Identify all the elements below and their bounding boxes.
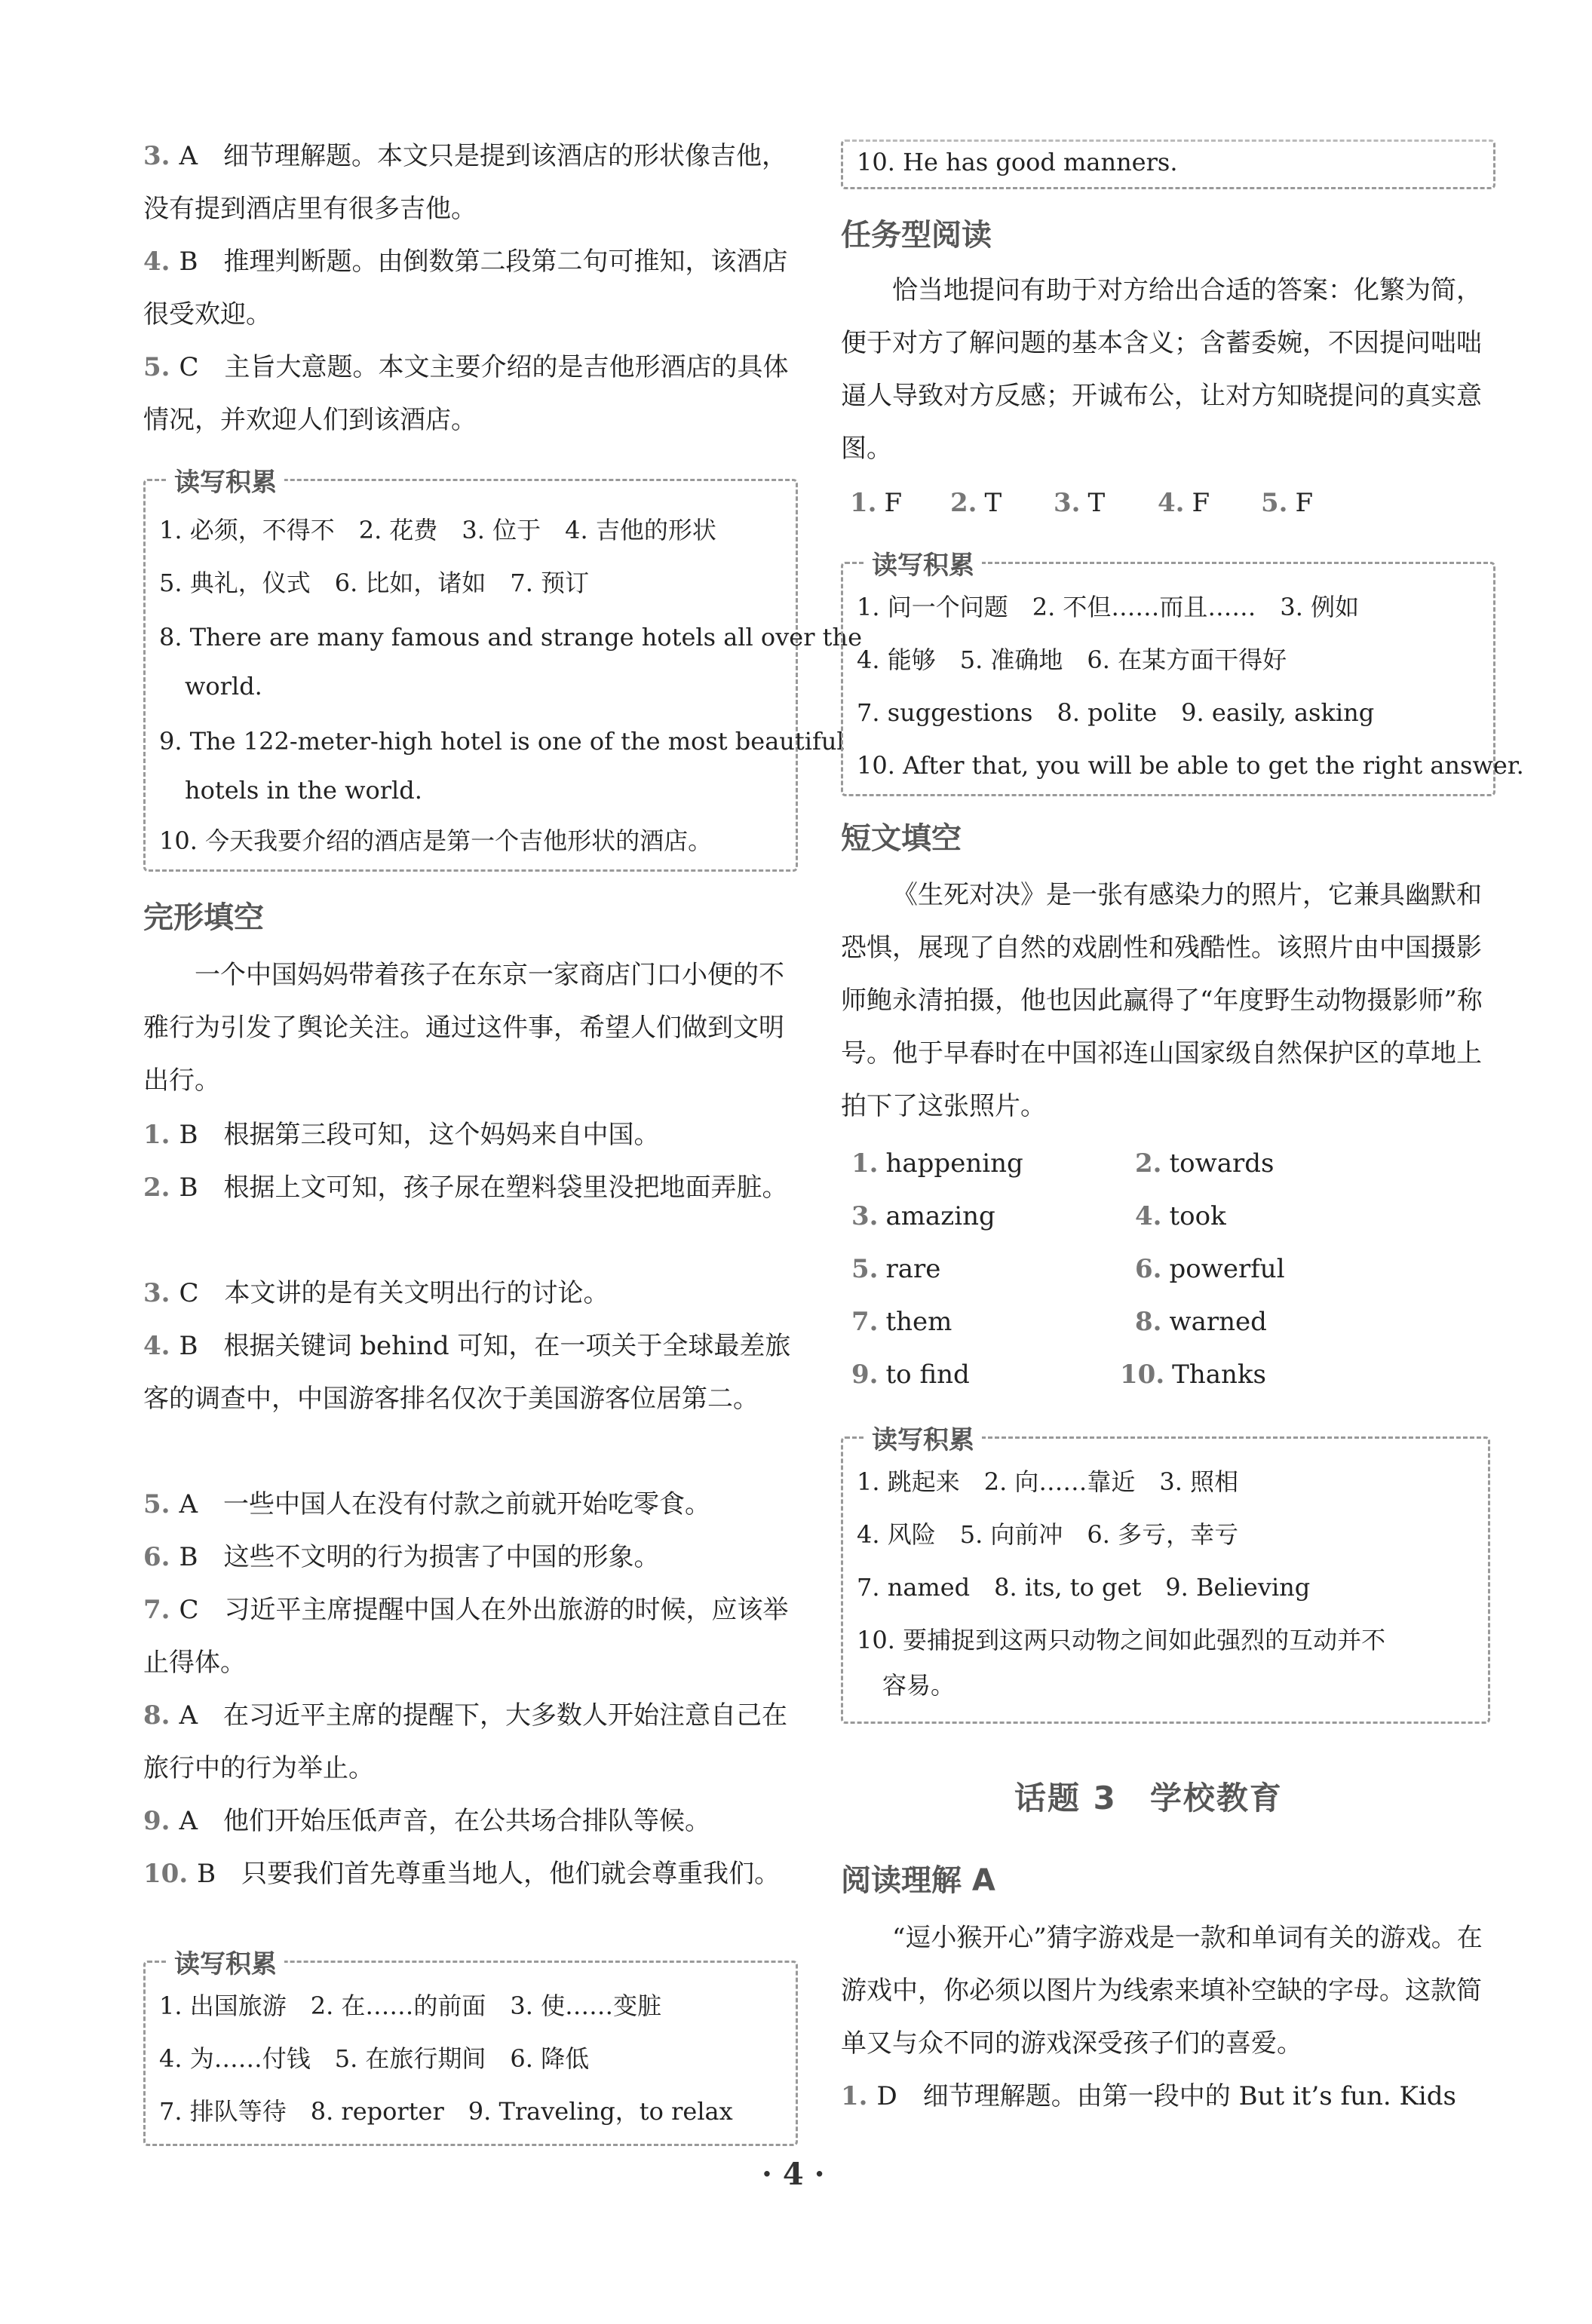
page-number: · 4 · xyxy=(762,2157,825,2192)
answer-item: 7. C 习近平主席提醒中国人在外出旅游的时候，应该举止得体。 xyxy=(143,1595,789,1678)
answer-item: 2. towards xyxy=(1135,1148,1275,1179)
box-line: 7. suggestions 8. polite 9. easily, asking xyxy=(857,698,1375,727)
box-line: 7. named 8. its, to get 9. Believing xyxy=(857,1573,1311,1602)
box-line: 4. 为……付钱 5. 在旅行期间 6. 降低 xyxy=(159,2044,590,2073)
box-line: 8. There are many famous and strange hotels all over the xyxy=(159,623,863,652)
answer-item: 9. to find xyxy=(851,1360,970,1390)
box-line: 1. 跳起来 2. 向……靠近 3. 照相 xyxy=(857,1467,1239,1496)
box-line: 10. After that, you will be able to get the right answer. xyxy=(857,751,1524,780)
section-heading: 阅读理解 A xyxy=(841,1863,995,1898)
box-line: 9. The 122-meter-high hotel is one of the most beautiful xyxy=(159,727,845,756)
answer-item: 8. warned xyxy=(1135,1307,1267,1337)
box-line: 1. 出国旅游 2. 在……的前面 3. 使……变脏 xyxy=(159,1991,662,2020)
answer-item: 5. F xyxy=(1261,488,1314,518)
box-line: 5. 典礼，仪式 6. 比如，诸如 7. 预订 xyxy=(159,569,590,597)
section-intro: “逗小猴开心”猜字游戏是一款和单词有关的游戏。在游戏中，你必须以图片为线索来填补空缺的字母。这款简单又与众不同的游戏深受孩子们的喜爱。 xyxy=(841,1923,1483,2059)
answer-item: 1. F xyxy=(850,488,903,518)
section-intro: 一个中国妈妈带着孩子在东京一家商店门口小便的不雅行为引发了舆论关注。通过这件事，希望人们做到文明出行。 xyxy=(143,960,784,1096)
accumulation-box xyxy=(841,1425,1490,1724)
box-line: 10. 今天我要介绍的酒店是第一个吉他形状的酒店。 xyxy=(159,826,713,855)
section-heading: 任务型阅读 xyxy=(841,218,992,253)
answer-item: 6. B 这些不文明的行为损害了中国的形象。 xyxy=(143,1542,660,1572)
box-title: 读写积累 xyxy=(864,1419,982,1456)
box-line: 4. 能够 5. 准确地 6. 在某方面干得好 xyxy=(857,645,1287,674)
section-intro: 《生死对决》是一张有感染力的照片，它兼具幽默和恐惧，展现了自然的戏剧性和残酷性。该照片由中国摄影师鲍永清拍摄，他也因此赢得了“年度野生动物摄影师”称号。他于早春时在中国祁连山国家级自然保护区的草地上拍下了这张照片。 xyxy=(841,880,1483,1121)
box-line: 4. 风险 5. 向前冲 6. 多亏，幸亏 xyxy=(857,1520,1239,1549)
box-line: 容易。 xyxy=(882,1671,956,1700)
box-line: 1. 必须，不得不 2. 花费 3. 位于 4. 吉他的形状 xyxy=(159,516,716,544)
box-title: 读写积累 xyxy=(167,1943,284,1980)
box-line: hotels in the world. xyxy=(185,776,422,805)
accumulation-box xyxy=(143,1949,798,2146)
answer-item: 4. B 推理判断题。由倒数第二段第二句可推知，该酒店很受欢迎。 xyxy=(143,247,788,330)
box-line: 10. 要捕捉到这两只动物之间如此强烈的互动并不 xyxy=(857,1626,1386,1654)
answer-item: 4. took xyxy=(1135,1201,1226,1231)
box-line: 1. 问一个问题 2. 不但……而且…… 3. 例如 xyxy=(857,593,1360,621)
accumulation-box xyxy=(143,468,863,872)
answer-item: 9. A 他们开始压低声音，在公共场合排队等候。 xyxy=(143,1806,711,1836)
accumulation-box xyxy=(841,550,1524,796)
answer-item: 3. amazing xyxy=(851,1201,995,1231)
answer-item: 10. B 只要我们首先尊重当地人，他们就会尊重我们。 xyxy=(143,1859,781,1889)
answer-item: 3. C 本文讲的是有关文明出行的讨论。 xyxy=(143,1278,609,1308)
box-title: 读写积累 xyxy=(864,544,982,581)
answer-item: 5. A 一些中国人在没有付款之前就开始吃零食。 xyxy=(143,1489,711,1519)
answer-item: 3. A 细节理解题。本文只是提到该酒店的形状像吉他，没有提到酒店里有很多吉他。 xyxy=(143,141,788,224)
answer-item: 3. T xyxy=(1054,488,1106,518)
box-title: 读写积累 xyxy=(167,461,284,498)
answer-item: 5. C 主旨大意题。本文主要介绍的是吉他形酒店的具体情况，并欢迎人们到该酒店。 xyxy=(143,352,789,435)
answer-item: 1. D 细节理解题。由第一段中的 But it’s fun. Kids xyxy=(841,2081,1457,2111)
answer-item: 2. T xyxy=(950,488,1002,518)
answer-item: 10. Thanks xyxy=(1120,1360,1266,1390)
answer-item: 1. happening xyxy=(851,1148,1023,1179)
topic-title: 话题 3 学校教育 xyxy=(1014,1780,1283,1817)
box-line: world. xyxy=(185,672,262,701)
box-line: 10. He has good manners. xyxy=(857,148,1178,176)
answer-item: 4. F xyxy=(1158,488,1210,518)
answer-item: 1. B 根据第三段可知，这个妈妈来自中国。 xyxy=(143,1120,660,1150)
answer-item: 2. B 根据上文可知，孩子尿在塑料袋里没把地面弄脏。 xyxy=(143,1173,788,1203)
answer-item: 5. rare xyxy=(851,1254,941,1284)
section-intro: 恰当地提问有助于对方给出合适的答案：化繁为简，便于对方了解问题的基本含义；含蓄委婉，不因提问咄咄逼人导致对方反感；开诚布公，让对方知晓提问的真实意图。 xyxy=(841,275,1482,464)
answer-item: 6. powerful xyxy=(1135,1254,1285,1284)
box-line: 7. 排队等待 8. reporter 9. Traveling，to relax xyxy=(159,2097,733,2126)
continued-box xyxy=(841,140,1495,189)
section-heading: 完形填空 xyxy=(143,900,264,935)
answer-item: 4. B 根据关键词 behind 可知，在一项关于全球最差旅客的调查中，中国游客排名仅次于美国游客位居第二。 xyxy=(143,1331,791,1414)
answer-item: 7. them xyxy=(851,1307,952,1337)
section-heading: 短文填空 xyxy=(841,821,962,856)
answer-item: 8. A 在习近平主席的提醒下，大多数人开始注意自己在旅行中的行为举止。 xyxy=(143,1700,788,1783)
